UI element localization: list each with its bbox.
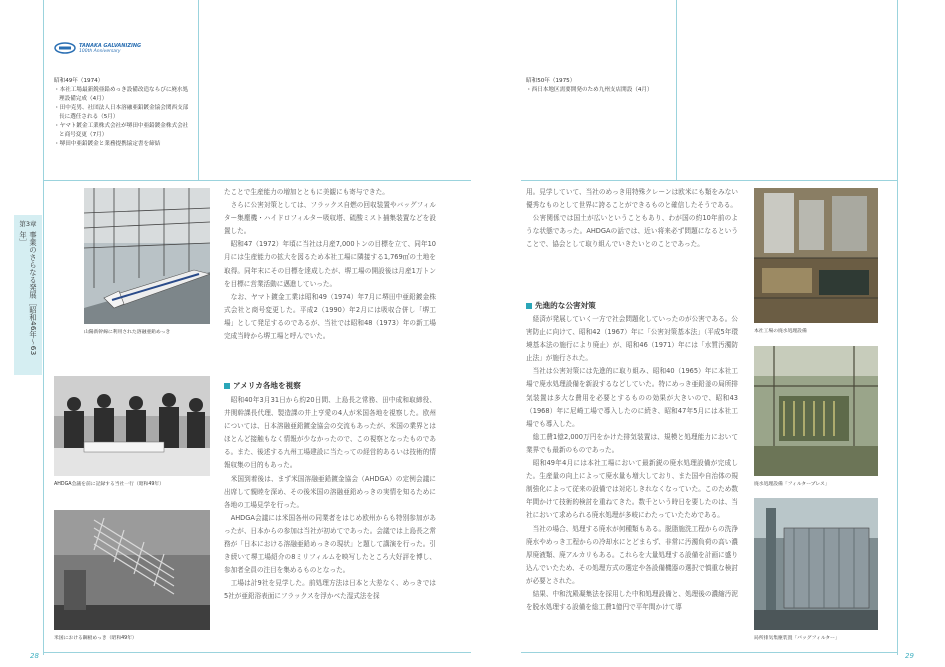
- left-body-text-2: 昭和40年3月31日から約20日間、上島長之常務、田中成和取締役、井関幹課長代理、製造課の井上亨愛の4人が米国各地を視察した。欧州については、日本溶融亜鉛鍍金協会の交流もあったが、米国の業界とはほとんど接触もなく情報が少なかったので、この視察となったものである。また、後述する九州工場建設に当たっての経営的あるいは技術的情報収集の目的もあった。 米国到着後は、まず米国溶融亜鉛鍍金協会（AHDGA）の定例会議に出席して親睦を深め、その後米国の溶融亜鉛めっきの実情を知るために各地の工場見学を行った。 AHDGA会議には米国各州の同業者をはじめ欧州からも特別参加があったが、日本からの参加は当社が初めてであった。会議では上島長之常務が「日本における溶融亜鉛めっきの現状」と題して講演を行った。引き続いて堺工場紹介の8ミリフィルムを映写したところ大好評を博し、参加者全員の注目を集めるものとなった。 工場は計9社を見学した。前処理方法は日本と大差なく、めっきでは5社が亜鉛浴表面にフラックスを浮かべた湿式法を採: [224, 396, 436, 601]
- left-timeline-rule: [198, 0, 199, 180]
- timeline-bottom-rule-right: [521, 180, 897, 181]
- caption-photo4: 本社工場の廃水処理設備: [754, 329, 807, 334]
- right-body-text-1: 用。見学していて、当社のめっき用特殊クレーンは欧米にも類をみない優秀なものとして世界に誇ることができるものと確信したそうである。 公害関係では国土が広いということもあり、わが国の約10年前のような状態であった。AHDGAの話では、近い将来必ず問題になるということで、協会として取り組んでいきたいとのことであった。: [526, 188, 738, 249]
- photo-filter-press: [754, 346, 878, 476]
- timeline-left-item: ・本社工場最新鋭亜鉛めっき設備改造ならびに廃水処理設備完成（4月）: [54, 87, 189, 102]
- timeline-left-item: ・ヤマト鍍金工業株式会社が堺田中亜鉛鍍金株式会社と商号変更（7月）: [54, 123, 189, 138]
- caption-photo5: 廃水処理設備「フィルタープレス」: [754, 482, 830, 487]
- timeline-left-item: ・田中克男、社団法人日本溶融亜鉛鍍金協会関西支部長に選任される（5月）: [54, 105, 189, 120]
- left-section-heading: [224, 380, 301, 391]
- photo-ahdga-group: [54, 376, 210, 476]
- bottom-rule-left: [43, 652, 471, 653]
- photo-bag-filter: [754, 498, 878, 630]
- bottom-rule-right: [521, 652, 897, 653]
- timeline-left-year: 昭和49年（1974）: [54, 78, 104, 84]
- photo-wastewater-plant: [754, 188, 878, 323]
- photo-us-plant: [54, 510, 210, 630]
- timeline-left: [54, 77, 189, 149]
- caption-photo6: 局所排気集塵装置「バッグフィルター」: [754, 636, 840, 641]
- logo-mark-icon: [54, 42, 76, 54]
- page-number-left: 28: [30, 652, 39, 660]
- caption-photo1: 山陽新幹線に利用された溶融亜鉛めっき: [84, 330, 171, 335]
- photo-shinkansen: [84, 188, 210, 324]
- right-section-heading: [526, 300, 596, 311]
- left-section-heading-text: アメリカ各地を視察: [233, 381, 301, 390]
- right-section-heading-text: 先進的な公害対策: [535, 301, 596, 310]
- heading-square-icon: [526, 303, 532, 309]
- caption-photo2: AHDGA会議を前に記録する当社一行（昭和49年）: [54, 482, 165, 487]
- company-logo: [54, 42, 141, 54]
- caption-photo3: 米国における鋼板めっき（昭和49年）: [54, 636, 137, 641]
- chapter-tab: [14, 215, 42, 375]
- timeline-left-item: ・堺田中亜鉛鍍金と業務提携協定書を締結: [54, 141, 161, 147]
- chapter-label: 第3章: [19, 220, 37, 228]
- logo-line2: 100th Anniversary: [79, 48, 121, 54]
- timeline-bottom-rule-left: [43, 180, 471, 181]
- timeline-right-year: 昭和50年（1975）: [526, 78, 576, 84]
- left-margin-rule: [43, 0, 44, 655]
- right-body-text-2: 経済が発展していく一方で社会問題化していったのが公害である。公害防止に向けて、昭和42（1967）年に「公害対策基本法」（平成5年環境基本法の施行により廃止）が、昭和46（1971）年には「水質汚濁防止法」が施行された。 当社は公害対策には先進的に取り組み、昭和40（1965）年に本社工場で廃水処理設備を新設するなどしていた。特にめっき亜鉛釜の局所排気装置は多大な費用を必要とするものの効果が大きいので、昭和43（1968）年に尼崎工場で導入したのに続き、昭和47年5月には本社工場でも導入した。 総工費1億2,000万円をかけた排気装置は、規模と処理能力において業界でも最新のものであった。 昭和49年4月には本社工場において最新鋭の廃水処理設備が完成した。生産量の向上によって廃水量も増大しており、また国や自治体の規制強化によって従来の設備では対応しきれなくなっていた。このため数年間かけて技術的検討を重ねてきた。数千という時日を要したのは、当社において求められる廃水処理が多岐にわたっていたためである。 当社の場合、処理する廃水が何種類もある。脱脂施洗工程からの洗浄廃水やめっき工程からの冷却水にとどまらず、非常に汚濁負荷の高い濃厚廃液類、廃アルカリもある。これらを大量処理する設備を計画に盛り込んでいたため、その処理方式の選定や各設備機器の選択で慎重な検討が必要とされた。 結果、中和沈殿凝集法を採用した中和処理設備と、処理後の濃縮汚泥を脱水処理する設備を総工費1億円で平年間かけて導: [526, 315, 738, 612]
- left-body-text-1: たことで生産能力の増加とともに美観にも寄与できた。 さらに公害対策としては、フラックス自燃の回収装置やバッグフィルター集塵機・ハイドロフィルター吸収塔、硫酸ミスト捕集装置などを設置した。 昭和47（1972）年頃に当社は月産7,000トンの目標を立て、同年10月には生産能力の拡大を図るため本社工場に隣接する1,769㎡の土地を取得。同年末にその目標を達成したが、堺工場の開設後は月産1万トンを目標に営業活動に邁進していった。 なお、ヤマト鍍金工業は昭和49（1974）年7月に堺田中亜鉛鍍金株式会社と商号変更した。平成2（1990）年2月には吸収合併し「堺工場」として発足するのであるが、当社では昭和48（1973）年の新工場完成当時から堺工場と呼んでいた。: [224, 188, 436, 341]
- logo-line1: TANAKA GALVANIZING: [79, 42, 142, 49]
- chapter-title: 事業のさらなる発展［昭和46年〜63年］: [19, 231, 38, 356]
- timeline-right: [526, 77, 671, 95]
- heading-square-icon: [224, 383, 230, 389]
- timeline-right-item: ・西日本地区需要開発のため九州支店開設（4月）: [526, 87, 653, 93]
- page-number-right: 29: [905, 652, 914, 660]
- right-margin-rule: [897, 0, 898, 655]
- right-timeline-rule: [676, 0, 677, 180]
